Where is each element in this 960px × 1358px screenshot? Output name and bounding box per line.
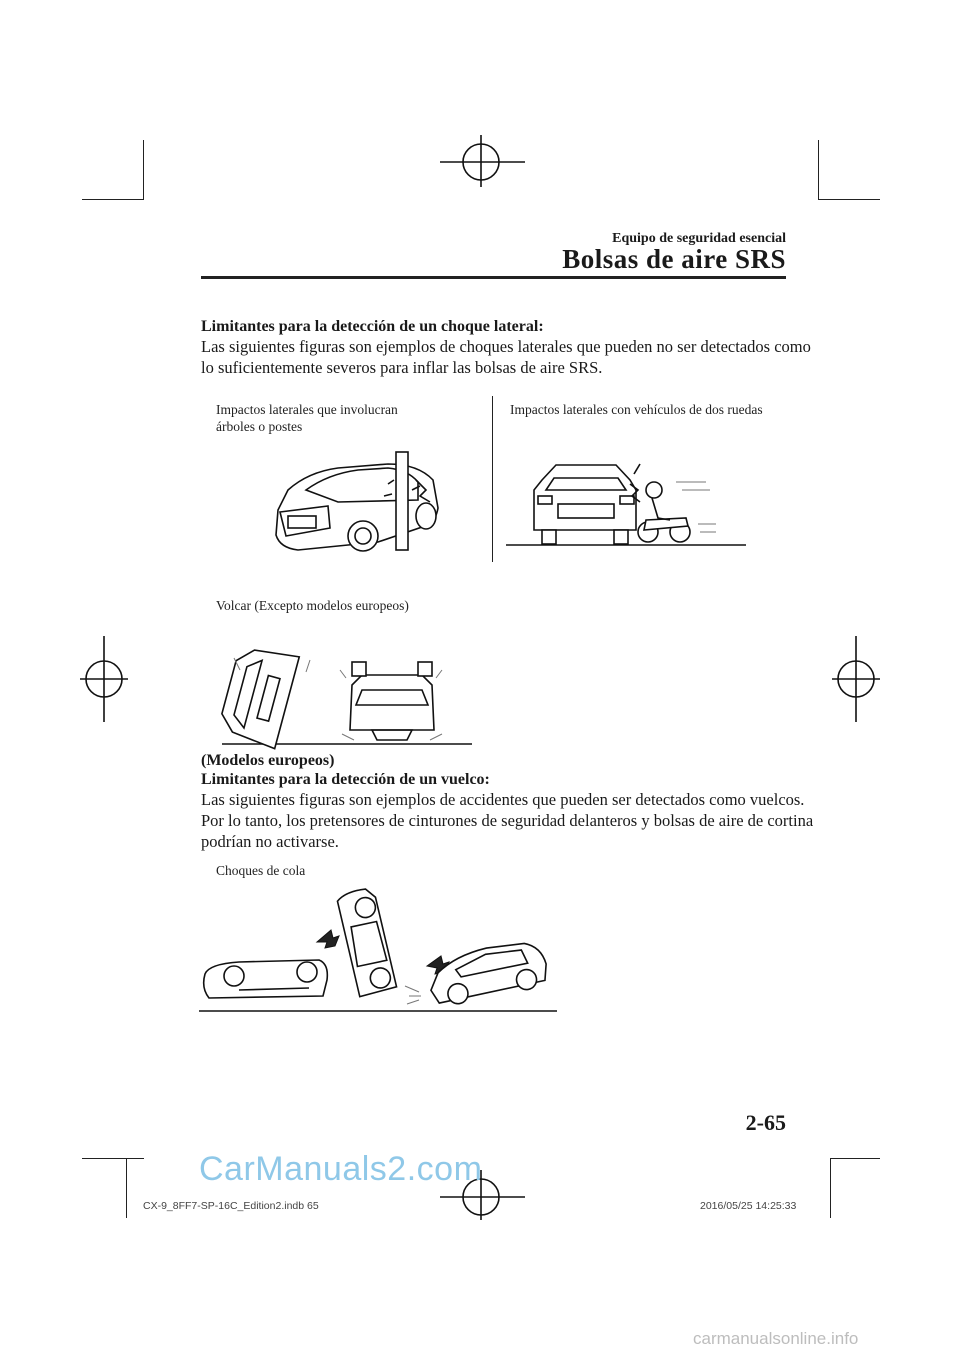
caption-trees-poles-line1: Impactos laterales que involucran	[216, 402, 398, 417]
caption-trees-poles-line2: árboles o postes	[216, 419, 303, 434]
pole-impact-illustration	[268, 450, 448, 560]
european-models-note: (Modelos europeos)	[201, 752, 335, 769]
page-number: 2-65	[745, 1110, 786, 1135]
footer-file-info: CX-9_8FF7-SP-16C_Edition2.indb 65	[143, 1200, 319, 1212]
rear-end-collision-illustration	[199, 884, 561, 1014]
caption-rear-end: Choques de cola	[216, 863, 306, 878]
registration-mark-right	[828, 636, 888, 726]
footer-timestamp: 2016/05/25 14:25:33	[700, 1200, 797, 1212]
rollover-paragraph-line3: podrían no activarse.	[201, 832, 339, 851]
side-impact-heading: Limitantes para la detección de un choque lateral:	[201, 318, 544, 335]
side-impact-paragraph-line2: lo suficientemente severos para inflar las bolsas de aire SRS.	[201, 358, 603, 377]
two-wheel-impact-illustration	[506, 460, 751, 550]
carmanualsonline-watermark: carmanualsonline.info	[693, 1329, 859, 1348]
figure-divider	[492, 396, 493, 562]
rollover-heading: Limitantes para la detección de un vuelco:	[201, 771, 490, 788]
caption-two-wheel: Impactos laterales con vehículos de dos ruedas	[510, 402, 763, 417]
caption-rollover: Volcar (Excepto modelos europeos)	[216, 598, 409, 613]
chapter-title: Bolsas de aire SRS	[562, 244, 786, 274]
rollover-paragraph-line2: Por lo tanto, los pretensores de cinturones de seguridad delanteros y bolsas de aire de cortina	[201, 811, 814, 830]
carmanuals-watermark: CarManuals2.com	[199, 1150, 483, 1188]
registration-mark-left	[80, 636, 140, 726]
side-impact-paragraph-line1: Las siguientes figuras son ejemplos de choques laterales que pueden no ser detectados como	[201, 337, 811, 356]
section-label: Equipo de seguridad esencial	[612, 231, 786, 246]
rollover-illustration	[222, 650, 477, 750]
header-rule	[201, 276, 786, 279]
rollover-paragraph-line1: Las siguientes figuras son ejemplos de accidentes que pueden ser detectados como vuelcos.	[201, 790, 805, 809]
registration-mark-top	[440, 135, 530, 195]
